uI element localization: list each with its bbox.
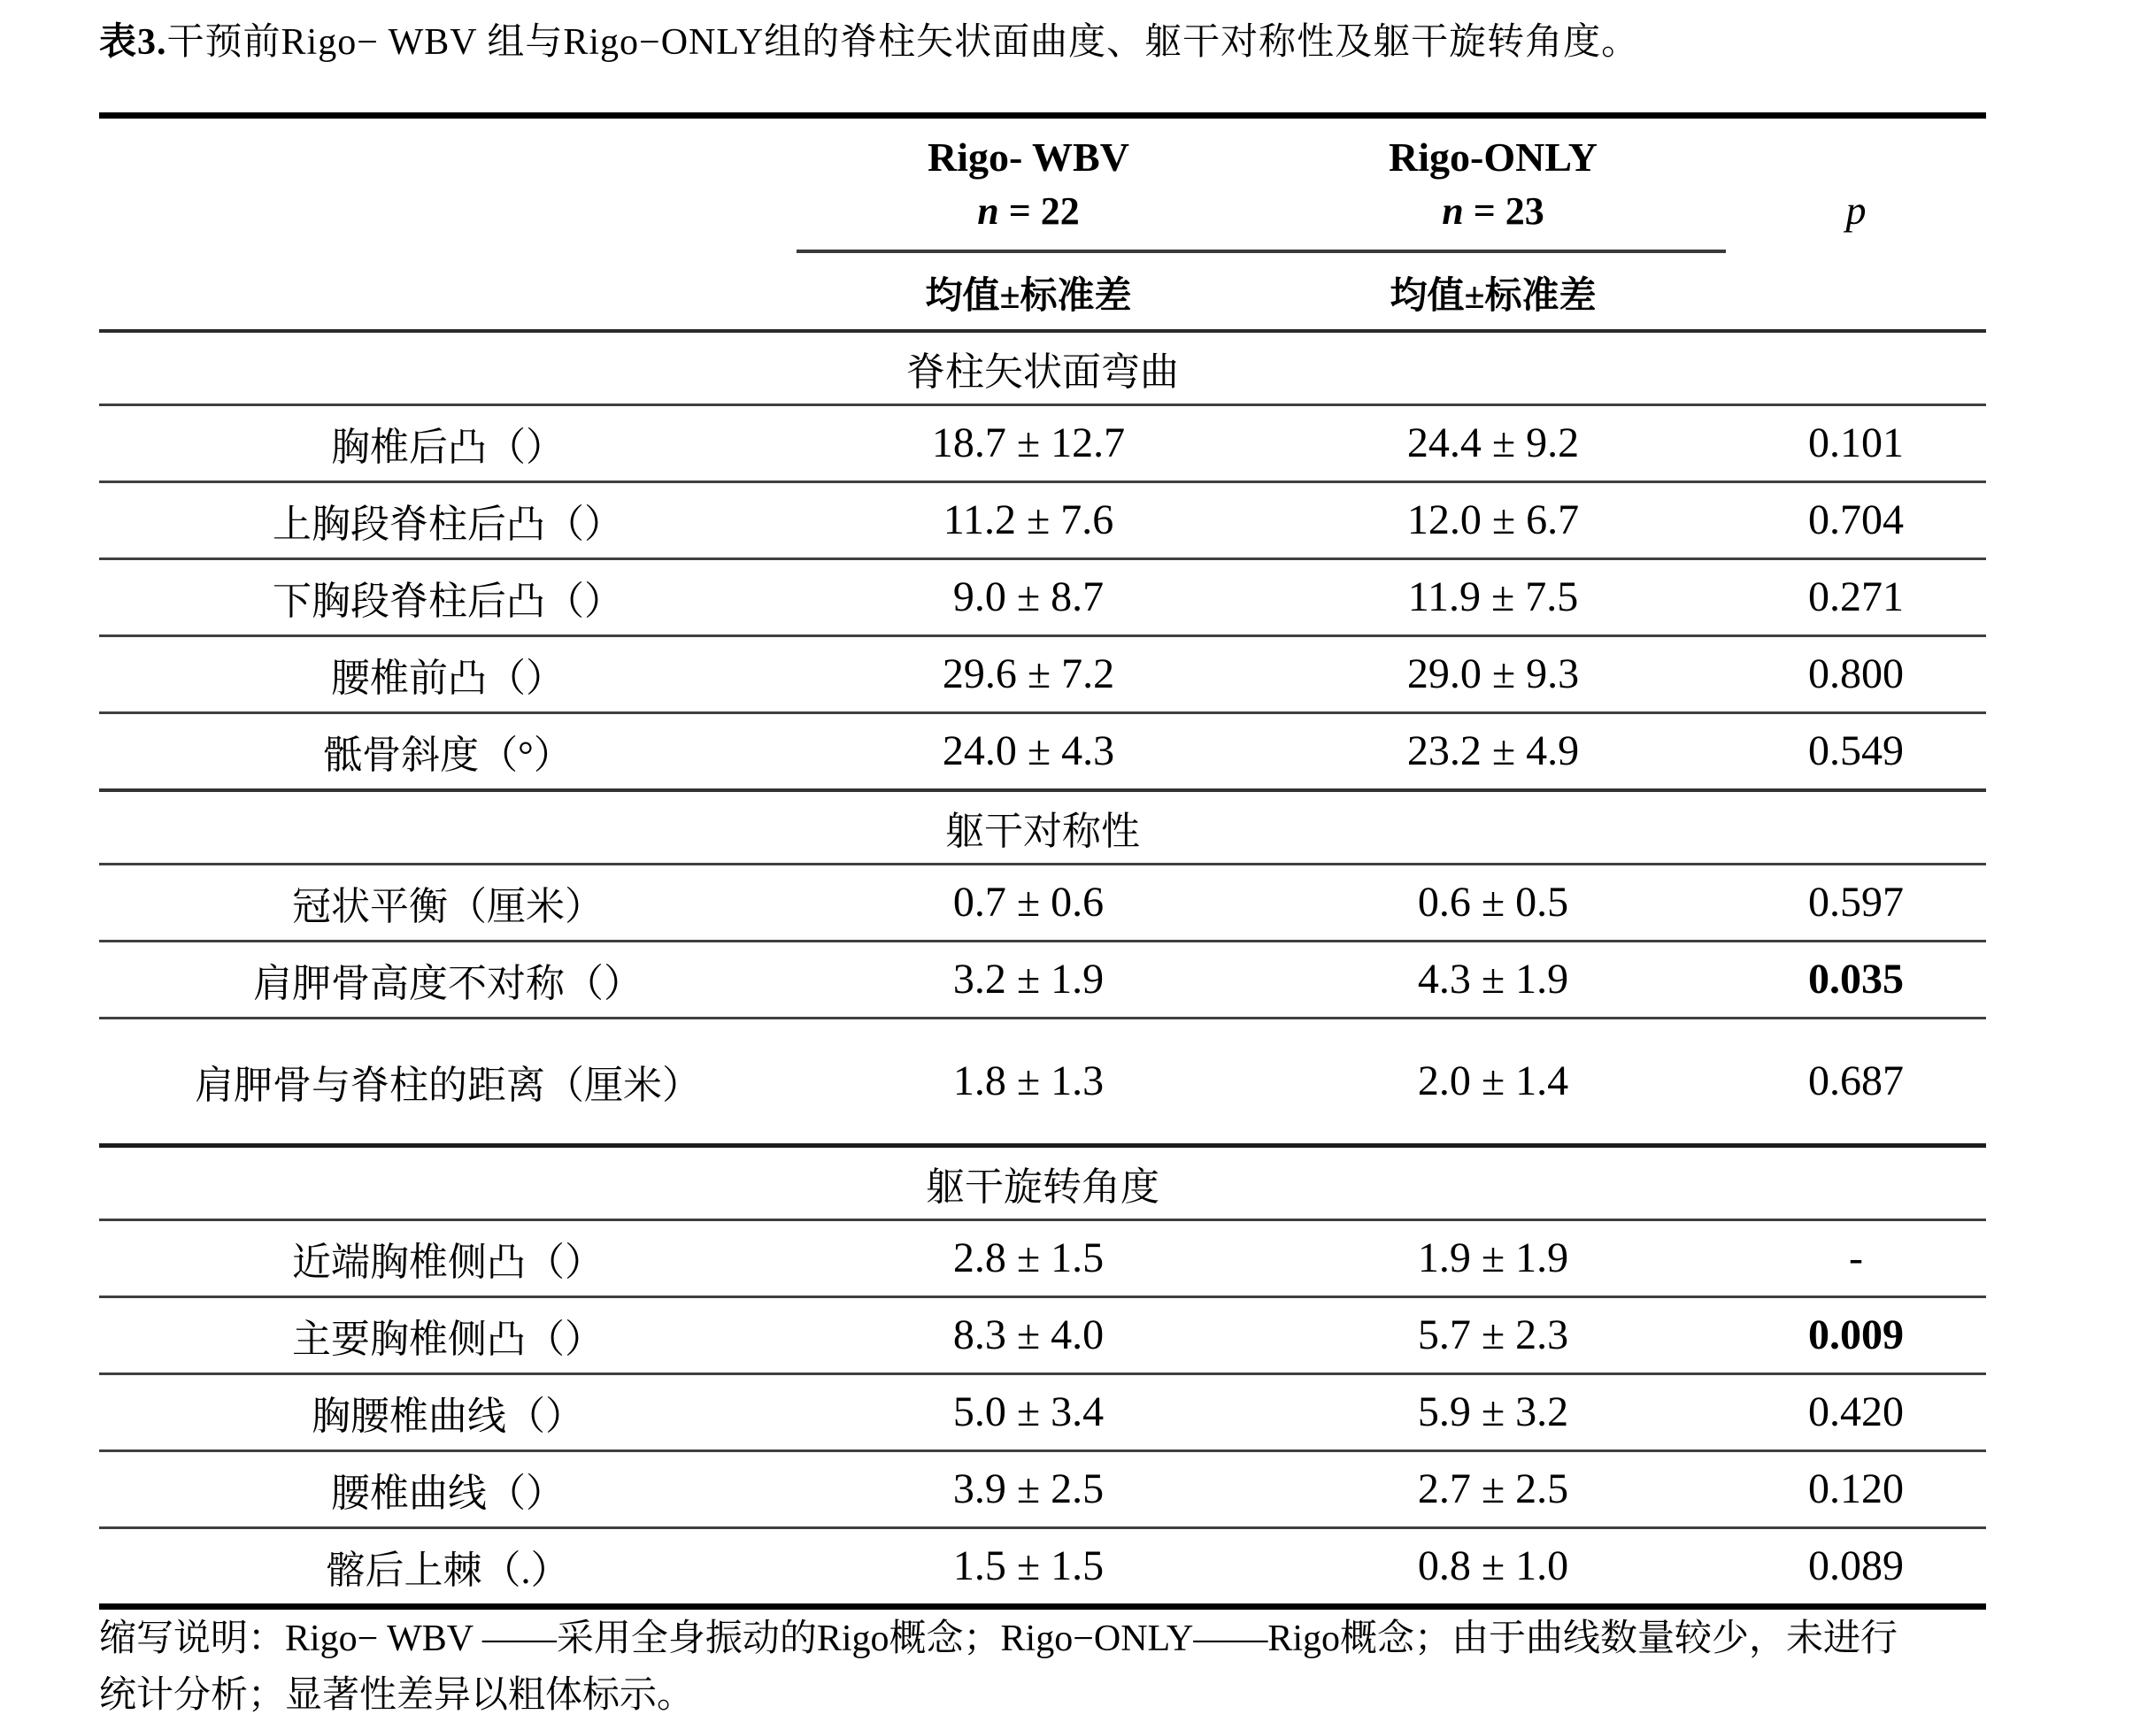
row-g2-value: 12.0 ± 6.7 — [1406, 496, 1580, 543]
section-header-sagittal-curvature: 脊柱矢状面弯曲 — [99, 329, 1986, 404]
table-row — [99, 1296, 1986, 1372]
row-label: 下胸段脊柱后凸（） — [273, 579, 623, 623]
footnote-line-2: 统计分析；显著性差异以粗体标示。 — [99, 1674, 695, 1716]
row-g2-value: 5.9 ± 3.2 — [1417, 1388, 1569, 1435]
section-header-trunk-rotation: 躯干旋转角度 — [99, 1143, 1986, 1219]
row-g2-value: 1.9 ± 1.9 — [1417, 1234, 1569, 1281]
row-p-value: 0.271 — [1808, 573, 1904, 620]
header-group-rigo-only — [1260, 130, 1726, 237]
row-g2-value: 2.0 ± 1.4 — [1417, 1057, 1569, 1104]
table-row — [99, 1372, 1986, 1449]
row-label: 肩胛骨与脊柱的距离（厘米） — [195, 1063, 701, 1107]
table-caption-text: 干预前Rigo− WBV 组与Rigo−ONLY组的脊柱矢状面曲度、躯干对称性及躯干旋转角度。 — [166, 22, 1640, 63]
table-row — [99, 1219, 1986, 1296]
group2-n — [1260, 185, 1726, 237]
row-p-value: 0.009 — [1808, 1311, 1904, 1358]
group1-n-symbol: n — [977, 188, 999, 233]
row-label: 腰椎曲线（） — [331, 1471, 565, 1515]
group1-n-value: = 22 — [998, 188, 1080, 233]
table-row — [99, 1526, 1986, 1603]
row-g2-value: 0.6 ± 0.5 — [1417, 879, 1569, 926]
row-p-value: 0.120 — [1808, 1465, 1904, 1512]
page-content — [99, 19, 1993, 1730]
row-g1-value: 5.0 ± 3.4 — [952, 1388, 1105, 1435]
table-footnote — [99, 1617, 1993, 1718]
row-g1-value: 29.6 ± 7.2 — [942, 650, 1115, 697]
row-g2-value: 5.7 ± 2.3 — [1417, 1311, 1569, 1358]
table-row — [99, 711, 1986, 788]
row-label: 近端胸椎侧凸（） — [292, 1240, 604, 1284]
row-label: 胸椎后凸（） — [331, 425, 565, 469]
row-g2-value: 29.0 ± 9.3 — [1406, 650, 1580, 697]
row-p-value: 0.035 — [1808, 956, 1904, 1003]
subheader-group2-mean-sd: 均值±标准差 — [1260, 250, 1726, 333]
row-label: 腰椎前凸（） — [331, 656, 565, 700]
table-caption — [99, 19, 1993, 66]
row-label: 冠状平衡（厘米） — [292, 884, 604, 928]
table-row — [99, 557, 1986, 634]
row-p-value: 0.704 — [1808, 496, 1904, 543]
row-p-value: 0.597 — [1808, 879, 1904, 926]
row-label: 肩胛骨高度不对称（） — [253, 961, 643, 1005]
row-label: 胸腰椎曲线（） — [312, 1394, 584, 1438]
group2-n-symbol: n — [1442, 188, 1464, 233]
table-row — [99, 863, 1986, 940]
row-g1-value: 1.8 ± 1.3 — [952, 1057, 1105, 1104]
section-header-trunk-symmetry: 躯干对称性 — [99, 788, 1986, 863]
row-g2-value: 0.8 ± 1.0 — [1417, 1542, 1569, 1589]
row-p-value: 0.420 — [1808, 1388, 1904, 1435]
row-p-value: 0.089 — [1808, 1542, 1904, 1589]
row-label: 上胸段脊柱后凸（） — [273, 502, 623, 546]
row-p-value: - — [1849, 1234, 1863, 1281]
row-g1-value: 2.8 ± 1.5 — [952, 1234, 1105, 1281]
table-subheader-row — [99, 250, 1986, 329]
row-g1-value: 1.5 ± 1.5 — [952, 1542, 1105, 1589]
row-g2-value: 4.3 ± 1.9 — [1417, 956, 1569, 1003]
row-g1-value: 3.9 ± 2.5 — [952, 1465, 1105, 1512]
group2-name: Rigo-ONLY — [1389, 134, 1598, 180]
table-row — [99, 481, 1986, 557]
footnote-line-1: 缩写说明：Rigo− WBV ——采用全身振动的Rigo概念；Rigo−ONLY——Rigo概念；由于曲线数量较少，未进行 — [99, 1618, 1898, 1659]
row-g1-value: 11.2 ± 7.6 — [943, 496, 1114, 543]
row-g1-value: 9.0 ± 8.7 — [952, 573, 1105, 620]
table-row — [99, 1449, 1986, 1526]
subheader-group1-mean-sd: 均值±标准差 — [797, 250, 1260, 333]
row-label: 主要胸椎侧凸（） — [292, 1317, 604, 1361]
table-row — [99, 1017, 1986, 1143]
row-g1-value: 8.3 ± 4.0 — [952, 1311, 1105, 1358]
row-g1-value: 3.2 ± 1.9 — [952, 956, 1105, 1003]
header-p-column: p — [1845, 187, 1867, 233]
row-g2-value: 11.9 ± 7.5 — [1407, 573, 1579, 620]
row-g1-value: 0.7 ± 0.6 — [952, 879, 1105, 926]
group2-n-value: = 23 — [1463, 188, 1544, 233]
row-g1-value: 24.0 ± 4.3 — [942, 727, 1115, 774]
row-g2-value: 23.2 ± 4.9 — [1406, 727, 1580, 774]
row-p-value: 0.101 — [1808, 419, 1904, 466]
row-g2-value: 2.7 ± 2.5 — [1417, 1465, 1569, 1512]
row-p-value: 0.800 — [1808, 650, 1904, 697]
header-group-rigo-wbv — [797, 130, 1260, 237]
group1-name: Rigo- WBV — [928, 134, 1129, 180]
table-header-row — [99, 119, 1986, 250]
row-label: 骶骨斜度（°） — [323, 733, 573, 777]
row-label: 髂后上棘（.） — [326, 1548, 570, 1592]
data-table — [99, 112, 1986, 1610]
row-p-value: 0.687 — [1808, 1057, 1904, 1104]
table-row — [99, 404, 1986, 481]
row-p-value: 0.549 — [1808, 727, 1904, 774]
row-g2-value: 24.4 ± 9.2 — [1406, 419, 1580, 466]
table-row — [99, 634, 1986, 711]
row-g1-value: 18.7 ± 12.7 — [931, 419, 1126, 466]
group1-n — [797, 185, 1260, 237]
table-row — [99, 940, 1986, 1017]
table-number: 表3. — [99, 22, 167, 63]
